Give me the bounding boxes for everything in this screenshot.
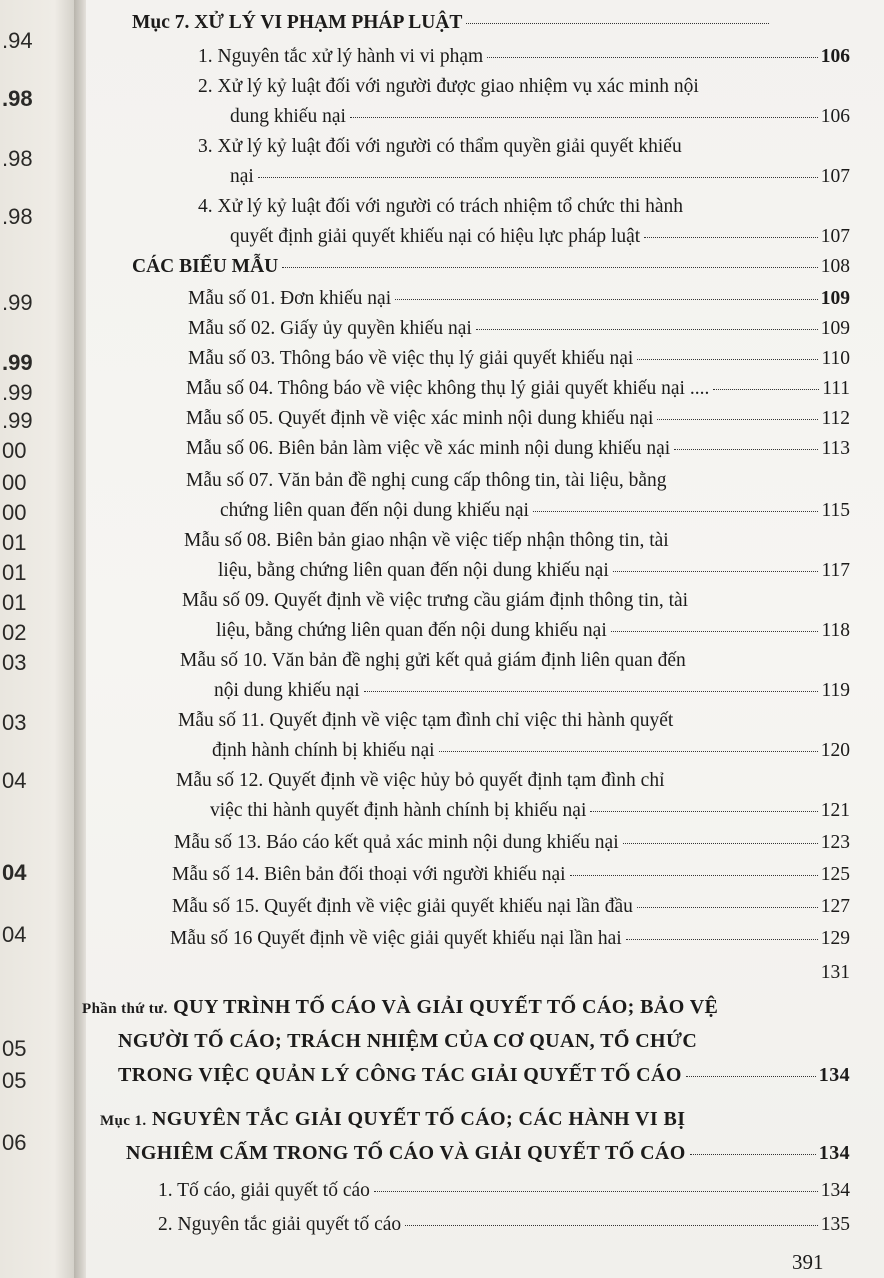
margin-number: .99: [2, 408, 33, 433]
margin-number: 02: [2, 620, 27, 645]
margin-number: 03: [2, 710, 27, 735]
toc-entry: [188, 348, 850, 370]
toc-entry: [216, 620, 850, 642]
margin-number: 04: [2, 860, 27, 885]
section-prefix: Mục 1.: [100, 1113, 147, 1129]
toc-entry-text: Mẫu số 10. Văn bản đề nghị gửi kết quả giám định liên quan đến: [180, 650, 686, 671]
margin-number: 01: [2, 530, 27, 555]
dot-leader: [590, 811, 817, 812]
margin-number: .98: [2, 86, 33, 111]
toc-page-number: 134: [818, 1064, 850, 1086]
toc-entry-text: Mẫu số 08. Biên bản giao nhận về việc tiếp nhận thông tin, tài: [184, 530, 669, 551]
toc-entry-text: 3. Xử lý kỷ luật đối với người có thẩm quyền giải quyết khiếu: [198, 136, 682, 157]
margin-number: .99: [2, 290, 33, 315]
toc-entry-text: Mẫu số 09. Quyết định về việc trưng cầu giám định thông tin, tài: [182, 590, 689, 611]
toc-page-number: 107: [820, 226, 850, 247]
toc-entry-text: định hành chính bị khiếu nại: [212, 740, 435, 761]
margin-number: 01: [2, 590, 27, 615]
toc-entry-text: nội dung khiếu nại: [214, 680, 360, 701]
toc-entry: [212, 740, 850, 762]
section-heading-line: NGHIÊM CẤM TRONG TỐ CÁO VÀ GIẢI QUYẾT TỐ CÁO: [126, 1142, 686, 1164]
toc-entry-text: nại: [230, 166, 254, 187]
margin-number: 06: [2, 1130, 27, 1155]
toc-entry-text: Mẫu số 13. Báo cáo kết quả xác minh nội dung khiếu nại: [174, 832, 619, 853]
toc-page-number: 119: [821, 680, 850, 701]
toc-page-number: 110: [821, 348, 850, 369]
part-heading-line: QUY TRÌNH TỐ CÁO VÀ GIẢI QUYẾT TỐ CÁO; BẢO VỆ: [173, 996, 719, 1018]
toc-page-number: 135: [820, 1214, 850, 1235]
toc-entry-text: Mẫu số 04. Thông báo về việc không thụ lý giải quyết khiếu nại ....: [186, 378, 710, 399]
toc-page-number: 109: [820, 288, 850, 309]
toc-entry-text: Mẫu số 15. Quyết định về việc giải quyết khiếu nại lần đầu: [172, 896, 633, 917]
page-number: 391: [792, 1250, 824, 1274]
toc-entry-text: chứng liên quan đến nội dung khiếu nại: [220, 500, 529, 521]
toc-entry: [186, 438, 850, 460]
toc-entry: [126, 1142, 850, 1165]
dot-leader: [713, 389, 819, 390]
toc-entry-text: 4. Xử lý kỷ luật đối với người có trách nhiệm tổ chức thi hành: [198, 196, 684, 217]
toc-page-number: 106: [820, 106, 850, 127]
margin-number: 04: [2, 922, 27, 947]
toc-entry-text: Mẫu số 01. Đơn khiếu nại: [188, 288, 392, 309]
toc-entry: [220, 500, 850, 522]
forms-heading: [132, 256, 850, 278]
toc-entry: [230, 226, 850, 248]
toc-entry-text: Mẫu số 03. Thông báo về việc thụ lý giải quyết khiếu nại: [188, 348, 634, 369]
toc-entry-text: 1. Nguyên tắc xử lý hành vi vi phạm: [198, 46, 484, 67]
toc-page-number: 127: [820, 896, 850, 917]
toc-entry: [158, 1214, 850, 1236]
toc-entry-text: 1. Tố cáo, giải quyết tố cáo: [158, 1180, 370, 1201]
toc-entry-text: Mẫu số 14. Biên bản đối thoại với người khiếu nại: [172, 864, 566, 885]
section-heading-text: CÁC BIỂU MẪU: [132, 256, 279, 277]
margin-number: 04: [2, 768, 27, 793]
dot-leader: [533, 511, 819, 512]
margin-number: 00: [2, 438, 27, 463]
toc-page-number: 113: [821, 438, 850, 459]
toc-page-number: 121: [820, 800, 850, 821]
toc-entry-text: Mẫu số 11. Quyết định về việc tạm đình chỉ việc thi hành quyết: [178, 710, 674, 731]
toc-entry: [170, 928, 850, 950]
margin-number: .98: [2, 146, 33, 171]
dot-leader: [637, 359, 818, 360]
dot-leader: [395, 299, 818, 300]
toc-entry: [186, 408, 850, 430]
toc-entry-text: 2. Xử lý kỷ luật đối với người được giao nhiệm vụ xác minh nội: [198, 76, 699, 97]
dot-leader: [282, 267, 818, 268]
toc-page-number: 129: [820, 928, 850, 949]
toc-page-number: 123: [820, 832, 850, 853]
dot-leader: [374, 1191, 818, 1192]
section-7-heading: [132, 12, 772, 34]
toc-entry: [210, 800, 850, 822]
toc-entry: [218, 560, 850, 582]
margin-number: 03: [2, 650, 27, 675]
toc-entry: [188, 318, 850, 340]
toc-page-number: 134: [820, 1180, 850, 1201]
toc-page-number: 107: [820, 166, 850, 187]
toc-page-number: 120: [820, 740, 850, 761]
toc-entry: [180, 962, 850, 984]
dot-leader: [439, 751, 818, 752]
toc-entry-text: Mẫu số 02. Giấy ủy quyền khiếu nại: [188, 318, 472, 339]
dot-leader: [611, 631, 819, 632]
margin-number: 01: [2, 560, 27, 585]
dot-leader: [657, 419, 818, 420]
dot-leader: [405, 1225, 818, 1226]
section-heading-line: NGUYÊN TẮC GIẢI QUYẾT TỐ CÁO; CÁC HÀNH VI BỊ: [151, 1108, 686, 1130]
toc-entry: [158, 1180, 850, 1202]
toc-page-number: 106: [820, 46, 850, 67]
dot-leader: [364, 691, 819, 692]
toc-page-number: 131: [820, 962, 850, 983]
toc-entry-text: dung khiếu nại: [230, 106, 346, 127]
dot-leader: [613, 571, 819, 572]
margin-number: .98: [2, 204, 33, 229]
toc-entry: [230, 166, 850, 188]
margin-number: 05: [2, 1068, 27, 1093]
dot-leader: [476, 329, 818, 330]
toc-entry-text: liệu, bằng chứng liên quan đến nội dung khiếu nại: [218, 560, 609, 581]
toc-entry: [214, 680, 850, 702]
toc-entry-text: 2. Nguyên tắc giải quyết tố cáo: [158, 1214, 402, 1235]
margin-number: 00: [2, 500, 27, 525]
toc-entry-text: việc thi hành quyết định hành chính bị khiếu nại: [210, 800, 587, 821]
toc-entry-text: Mẫu số 12. Quyết định về việc hủy bỏ quyết định tạm đình chỉ: [176, 770, 665, 791]
toc-page-number: 134: [818, 1142, 850, 1164]
dot-leader: [674, 449, 818, 450]
part-prefix: Phần thứ tư.: [82, 1001, 168, 1017]
dot-leader: [686, 1076, 816, 1077]
dot-leader: [466, 23, 769, 24]
toc-page-number: 115: [821, 500, 850, 521]
toc-entry: [188, 288, 850, 310]
dot-leader: [626, 939, 818, 940]
margin-number: .99: [2, 380, 33, 405]
toc-entry: [174, 832, 850, 854]
toc-entry: [118, 1064, 850, 1087]
toc-entry-text: quyết định giải quyết khiếu nại có hiệu lực pháp luật: [230, 226, 641, 247]
toc-page-number: 112: [821, 408, 850, 429]
toc-entry-text: liệu, bằng chứng liên quan đến nội dung khiếu nại: [216, 620, 607, 641]
toc-page-number: 108: [820, 256, 850, 277]
part-heading-line: TRONG VIỆC QUẢN LÝ CÔNG TÁC GIẢI QUYẾT TỐ CÁO: [118, 1064, 682, 1086]
toc-entry: [172, 864, 850, 886]
part-heading-line: NGƯỜI TỐ CÁO; TRÁCH NHIỆM CỦA CƠ QUAN, TỔ CHỨC: [118, 1030, 698, 1052]
dot-leader: [570, 875, 818, 876]
dot-leader: [637, 907, 818, 908]
dot-leader: [644, 237, 818, 238]
toc-page-number: 118: [821, 620, 850, 641]
dot-leader: [487, 57, 818, 58]
toc-entry: [230, 106, 850, 128]
dot-leader: [690, 1154, 816, 1155]
toc-page-number: 117: [821, 560, 850, 581]
toc-page-number: 109: [820, 318, 850, 339]
margin-number: 05: [2, 1036, 27, 1061]
part-4-heading: [82, 996, 718, 1019]
section-1-heading: [100, 1108, 685, 1131]
toc-entry: [186, 378, 850, 400]
toc-entry: [172, 896, 850, 918]
toc-entry: [198, 46, 850, 68]
toc-entry-text: Mẫu số 06. Biên bản làm việc về xác minh nội dung khiếu nại: [186, 438, 671, 459]
toc-entry-text: Mẫu số 05. Quyết định về việc xác minh nội dung khiếu nại: [186, 408, 654, 429]
dot-leader: [258, 177, 818, 178]
toc-page-number: 125: [820, 864, 850, 885]
toc-entry-text: Mẫu số 07. Văn bản đề nghị cung cấp thông tin, tài liệu, bằng: [186, 470, 667, 491]
dot-leader: [623, 843, 818, 844]
margin-number: 00: [2, 470, 27, 495]
margin-number: .94: [2, 28, 33, 53]
section-heading-text: Mục 7. XỬ LÝ VI PHẠM PHÁP LUẬT: [132, 12, 463, 33]
toc-entry-text: Mẫu số 16 Quyết định về việc giải quyết khiếu nại lần hai: [170, 928, 622, 949]
margin-number: .99: [2, 350, 33, 375]
dot-leader: [350, 117, 818, 118]
toc-page-number: 111: [822, 378, 850, 399]
